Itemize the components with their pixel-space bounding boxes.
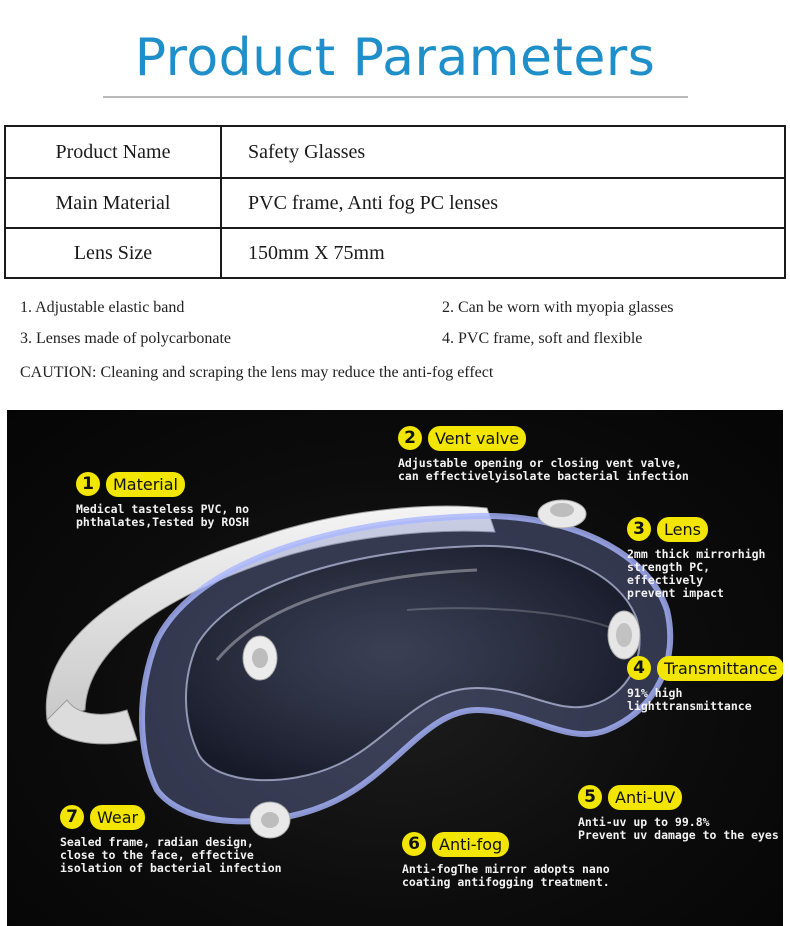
callout-label: Vent valve xyxy=(428,426,526,451)
callout-description: Anti-uv up to 99.8% Prevent uv damage to the eyes xyxy=(578,815,779,842)
callout-number: 4 xyxy=(627,656,651,680)
callout-description: Anti-fogThe mirror adopts nano coating antifogging treatment. xyxy=(402,862,610,889)
callout-material xyxy=(76,471,249,529)
vent-valve-right xyxy=(608,611,640,659)
feature-item: 1. Adjustable elastic band xyxy=(20,299,185,316)
parameters-table xyxy=(4,125,786,279)
callout-label: Transmittance xyxy=(657,656,783,681)
param-value: 150mm X 75mm xyxy=(221,228,785,278)
callout-transmittance xyxy=(627,655,783,713)
vent-valve-top xyxy=(538,500,586,528)
callout-number: 6 xyxy=(402,832,426,856)
feature-item: 2. Can be worn with myopia glasses xyxy=(442,299,674,316)
feature-item: 3. Lenses made of polycarbonate xyxy=(20,330,232,347)
callout-label: Wear xyxy=(90,805,145,830)
callout-label: Material xyxy=(106,472,185,497)
callout-number: 7 xyxy=(60,805,84,829)
callout-description: 2mm thick mirrorhigh strength PC, effectively prevent impact xyxy=(627,547,766,600)
callout-number: 1 xyxy=(76,472,100,496)
callout-number: 5 xyxy=(578,785,602,809)
callout-description: Adjustable opening or closing vent valve, can effectivelyisolate bacterial infection xyxy=(398,456,689,483)
callout-vent-valve xyxy=(398,425,689,483)
caution-note: CAUTION: Cleaning and scraping the lens may reduce the anti-fog effect xyxy=(20,364,494,381)
table-row xyxy=(5,178,785,228)
callout-number: 3 xyxy=(627,517,651,541)
callout-label: Lens xyxy=(657,517,708,542)
product-photo-panel xyxy=(7,410,783,926)
param-value: PVC frame, Anti fog PC lenses xyxy=(221,178,785,228)
page-title: Product Parameters xyxy=(134,28,656,88)
table-row xyxy=(5,126,785,178)
callout-description: 91% high lighttransmittance xyxy=(627,686,752,713)
param-key: Main Material xyxy=(5,178,221,228)
table-row xyxy=(5,228,785,278)
vent-valve-left xyxy=(243,636,277,680)
param-key: Product Name xyxy=(5,126,221,178)
callout-wear xyxy=(60,804,282,875)
feature-item: 4. PVC frame, soft and flexible xyxy=(442,330,643,347)
callout-lens xyxy=(627,516,783,600)
callout-anti-fog xyxy=(402,831,610,889)
title-divider xyxy=(103,96,688,98)
callout-number: 2 xyxy=(398,426,422,450)
callout-label: Anti-UV xyxy=(608,785,682,810)
param-key: Lens Size xyxy=(5,228,221,278)
param-value: Safety Glasses xyxy=(221,126,785,178)
callout-description: Sealed frame, radian design, close to the face, effective isolation of bacterial infection xyxy=(60,835,282,875)
callout-label: Anti-fog xyxy=(432,832,509,857)
callout-description: Medical tasteless PVC, no phthalates,Tested by ROSH xyxy=(76,502,250,529)
